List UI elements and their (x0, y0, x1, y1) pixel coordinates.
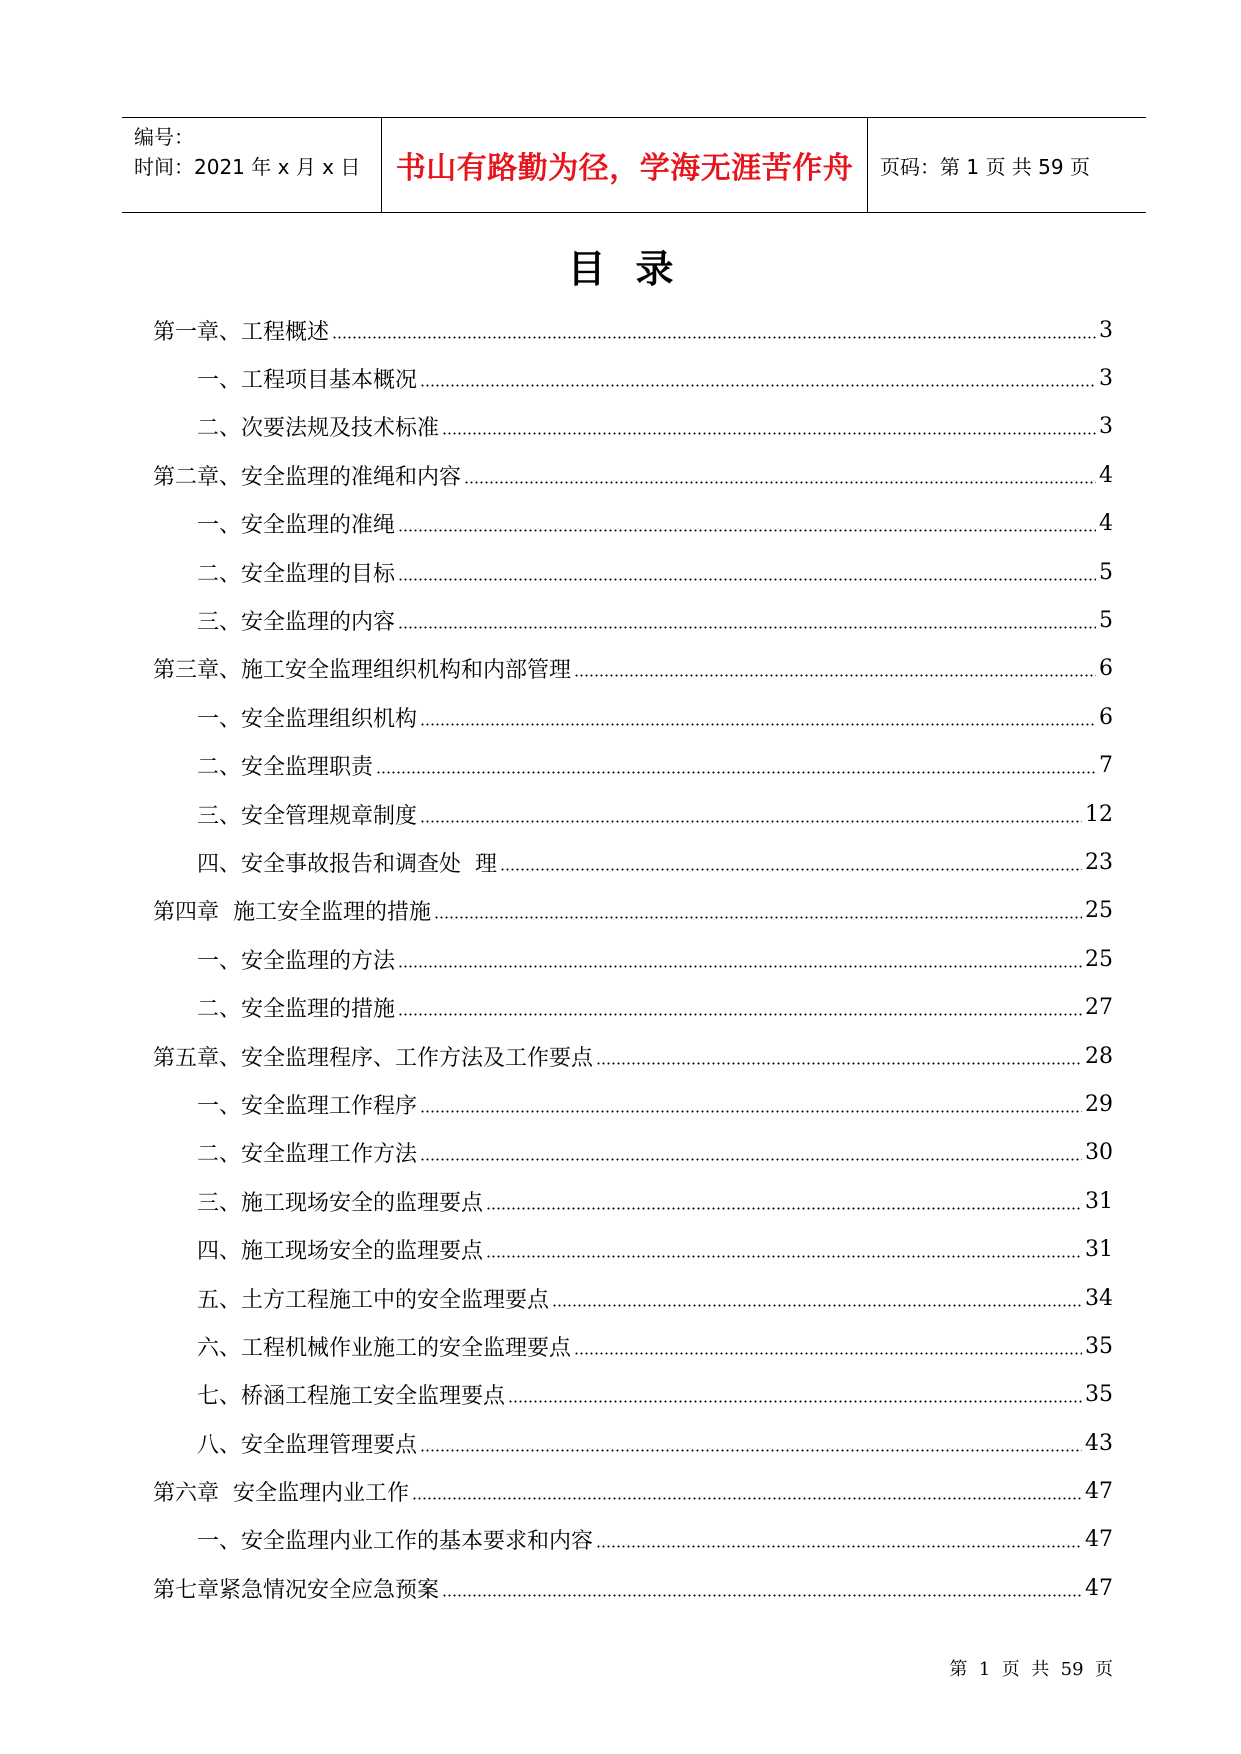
toc-entry[interactable] (153, 983, 1113, 1031)
toc-entry[interactable] (153, 1564, 1113, 1612)
toc-entry-text: 第三章、施工安全监理组织机构和内部管理 (153, 658, 572, 684)
toc-entry-text: 七、桥涵工程施工安全监理要点 (197, 1384, 506, 1410)
toc-entry-page: 43 (1085, 1430, 1113, 1456)
toc-leader-dots (398, 626, 1096, 629)
toc-entry[interactable] (153, 1516, 1113, 1564)
toc-leader-dots (412, 1497, 1082, 1500)
toc-entry[interactable] (153, 1129, 1113, 1177)
toc-entry-text: 一、安全监理的方法 (197, 948, 396, 974)
toc-entry-page: 6 (1099, 704, 1113, 730)
toc-entry-page: 31 (1085, 1237, 1113, 1263)
toc-leader-dots (420, 1158, 1082, 1161)
toc-leader-dots (508, 1400, 1082, 1403)
toc-leader-dots (398, 1013, 1082, 1016)
toc-entry-text: 二、安全监理职责 (197, 755, 374, 781)
toc-entry[interactable] (153, 306, 1113, 354)
toc-leader-dots (442, 432, 1096, 435)
toc-title: 目录 (567, 246, 704, 291)
toc-entry-text: 二、安全监理的目标 (197, 561, 396, 587)
toc-leader-dots (420, 820, 1082, 823)
toc-entry-text: 一、安全监理内业工作的基本要求和内容 (197, 1529, 594, 1555)
toc-entry-text: 二、安全监理工作方法 (197, 1142, 418, 1168)
toc-leader-dots (552, 1304, 1082, 1307)
toc-entry[interactable] (153, 1419, 1113, 1467)
toc-entry-page: 7 (1099, 753, 1113, 779)
toc-entry-page: 47 (1085, 1575, 1113, 1601)
toc-leader-dots (574, 1352, 1082, 1355)
toc-entry-text: 五、土方工程施工中的安全监理要点 (197, 1287, 550, 1313)
toc-entry-page: 31 (1085, 1188, 1113, 1214)
toc-entry-page: 3 (1099, 366, 1113, 392)
page-footer: 第 1 页 共 59 页 (949, 1659, 1113, 1680)
toc-entry-page: 4 (1099, 511, 1113, 537)
toc-leader-dots (398, 529, 1096, 532)
header-info-cell (122, 118, 382, 212)
toc-leader-dots (420, 384, 1096, 387)
toc-entry-text: 二、安全监理的措施 (197, 997, 396, 1023)
toc-entry[interactable] (153, 596, 1113, 644)
toc-entry[interactable] (153, 1225, 1113, 1273)
toc-entry-page: 34 (1085, 1285, 1113, 1311)
toc-entry[interactable] (153, 403, 1113, 451)
toc-entry-text: 第一章、工程概述 (153, 319, 330, 345)
toc-entry-text: 四、安全事故报告和调查处 理 (197, 851, 497, 877)
header-table (122, 117, 1146, 213)
toc-leader-dots (574, 674, 1096, 677)
toc-entry-page: 3 (1099, 414, 1113, 440)
header-motto: 书山有路勤为径，学海无涯苦作舟 (382, 118, 868, 212)
doc-code-label: 编号： (134, 125, 194, 149)
toc-leader-dots (596, 1545, 1082, 1548)
toc-entry[interactable] (153, 693, 1113, 741)
toc-entry-text: 二、次要法规及技术标准 (197, 416, 440, 442)
toc-leader-dots (398, 965, 1082, 968)
toc-entry-page: 28 (1085, 1043, 1113, 1069)
toc-leader-dots (420, 1110, 1082, 1113)
toc-entry[interactable] (153, 1032, 1113, 1080)
toc-entry-page: 25 (1085, 946, 1113, 972)
toc-entry-page: 30 (1085, 1140, 1113, 1166)
toc-entry[interactable] (153, 1080, 1113, 1128)
toc-entry-text: 四、施工现场安全的监理要点 (197, 1239, 484, 1265)
toc-entry[interactable] (153, 935, 1113, 983)
toc-leader-dots (442, 1594, 1082, 1597)
toc-entry-page: 12 (1085, 801, 1113, 827)
toc-entry-text: 一、工程项目基本概况 (197, 368, 418, 394)
header-page-label: 页码：第 1 页 共 59 页 (880, 154, 1090, 179)
toc-entry[interactable] (153, 354, 1113, 402)
toc-entry-page: 47 (1085, 1527, 1113, 1553)
toc-entry-text: 八、安全监理管理要点 (197, 1432, 418, 1458)
toc-entry-text: 三、施工现场安全的监理要点 (197, 1190, 484, 1216)
toc-entry-text: 第四章 施工安全监理的措施 (153, 900, 431, 926)
toc-entry-page: 4 (1099, 462, 1113, 488)
toc-entry[interactable] (153, 1467, 1113, 1515)
toc-leader-dots (376, 771, 1096, 774)
toc-entry-page: 47 (1085, 1479, 1113, 1505)
toc-entry-text: 一、安全监理的准绳 (197, 513, 396, 539)
toc-entry-text: 第五章、安全监理程序、工作方法及工作要点 (153, 1045, 594, 1071)
toc-entry[interactable] (153, 1322, 1113, 1370)
toc-leader-dots (500, 868, 1082, 871)
doc-time-label: 时间：2021 年 x 月 x 日 (134, 155, 361, 179)
toc-entry-page: 5 (1099, 559, 1113, 585)
toc-leader-dots (420, 1449, 1082, 1452)
toc-entry[interactable] (153, 1371, 1113, 1419)
toc-entry-text: 第七章紧急情况安全应急预案 (153, 1577, 440, 1603)
table-of-contents (153, 306, 1113, 1613)
toc-entry-text: 一、安全监理组织机构 (197, 706, 418, 732)
toc-entry-page: 3 (1099, 317, 1113, 343)
toc-entry[interactable] (153, 742, 1113, 790)
toc-entry[interactable] (153, 645, 1113, 693)
toc-entry-text: 一、安全监理工作程序 (197, 1093, 418, 1119)
toc-entry[interactable] (153, 790, 1113, 838)
toc-leader-dots (464, 481, 1096, 484)
toc-entry-text: 三、安全监理的内容 (197, 610, 396, 636)
toc-leader-dots (398, 578, 1096, 581)
toc-entry-page: 23 (1085, 849, 1113, 875)
toc-entry[interactable] (153, 500, 1113, 548)
toc-entry-page: 27 (1085, 995, 1113, 1021)
toc-entry[interactable] (153, 1177, 1113, 1225)
toc-entry-page: 29 (1085, 1091, 1113, 1117)
toc-leader-dots (332, 336, 1096, 339)
toc-leader-dots (486, 1255, 1082, 1258)
toc-entry-text: 六、工程机械作业施工的安全监理要点 (197, 1335, 572, 1361)
toc-entry[interactable] (153, 887, 1113, 935)
toc-leader-dots (420, 723, 1096, 726)
toc-entry-page: 35 (1085, 1333, 1113, 1359)
toc-entry-text: 三、安全管理规章制度 (197, 803, 418, 829)
toc-entry[interactable] (153, 1274, 1113, 1322)
toc-entry-text: 第六章 安全监理内业工作 (153, 1481, 409, 1507)
toc-entry[interactable] (153, 838, 1113, 886)
toc-entry-page: 6 (1099, 656, 1113, 682)
toc-leader-dots (434, 916, 1082, 919)
toc-entry-page: 5 (1099, 608, 1113, 634)
toc-entry[interactable] (153, 548, 1113, 596)
toc-entry-text: 第二章、安全监理的准绳和内容 (153, 464, 462, 490)
toc-entry-page: 25 (1085, 898, 1113, 924)
toc-entry-page: 35 (1085, 1382, 1113, 1408)
toc-leader-dots (486, 1207, 1082, 1210)
toc-leader-dots (596, 1062, 1082, 1065)
toc-entry[interactable] (153, 451, 1113, 499)
